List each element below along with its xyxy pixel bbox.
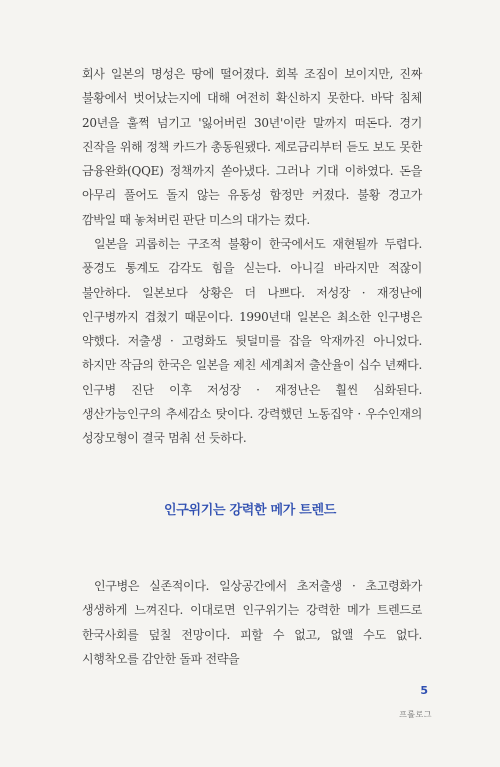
body-paragraph-1: 회사 일본의 명성은 땅에 떨어졌다. 회복 조짐이 보이지만, 진짜 불황에서 벗어났는지에 대해 여전히 확신하지 못한다. 바닥 침체 20년을 훌쩍 넘기고 '잃어버린 30년'이란 말까지 떠돈다. 경기 진작을 위해 정책 카드가 총동원됐다. 제로금리부터 듣도 보도 못한 금융완화(QQE) 정책까지 쏟아냈다. 그러나 기대 이하였다. 돈을 아무리 풀어도 돌지 않는 유동성 함정만 커졌다. 불황 경고가 깜박일 때 놓쳐버린 판단 미스의 대가는 컸다. — [82, 67, 422, 227]
body-paragraph-2: 일본을 괴롭히는 구조적 불황이 한국에서도 재현될까 두렵다. 풍경도 통계도 감각도 힘을 싣는다. 아니길 바라지만 적잖이 불안하다. 일본보다 상황은 더 나쁘다. 저성장 · 재정난에 인구병까지 겹쳤기 때문이다. 1990년대 일본은 최소한 인구병은 약했다. 저출생 · 고령화도 뒷덜미를 잡을 악재까진 아니었다. 하지만 작금의 한국은 일본을 제친 세계최저 출산율이 십수 년째다. 인구병 진단 이후 저성장 · 재정난은 훨씬 심화된다. 생산가능인구의 추세감소 탓이다. 강력했던 노동집약 · 우수인재의 성장모형이 결국 멈춰 선 듯하다. — [82, 237, 422, 446]
section-heading: 인구위기는 강력한 메가 트렌드 — [163, 503, 337, 518]
body-paragraph-3: 인구병은 실존적이다. 일상공간에서 초저출생 · 초고령화가 생생하게 느껴진다. 이대로면 인구위기는 강력한 메가 트렌드로 한국사회를 덮칠 전망이다. 피할 수 없고, 없앨 수도 없다. 시행착오를 감안한 돌파 전략을 — [82, 579, 422, 666]
running-footer-title: 프롤로그 — [399, 710, 432, 719]
page-number: 5 — [420, 684, 428, 697]
